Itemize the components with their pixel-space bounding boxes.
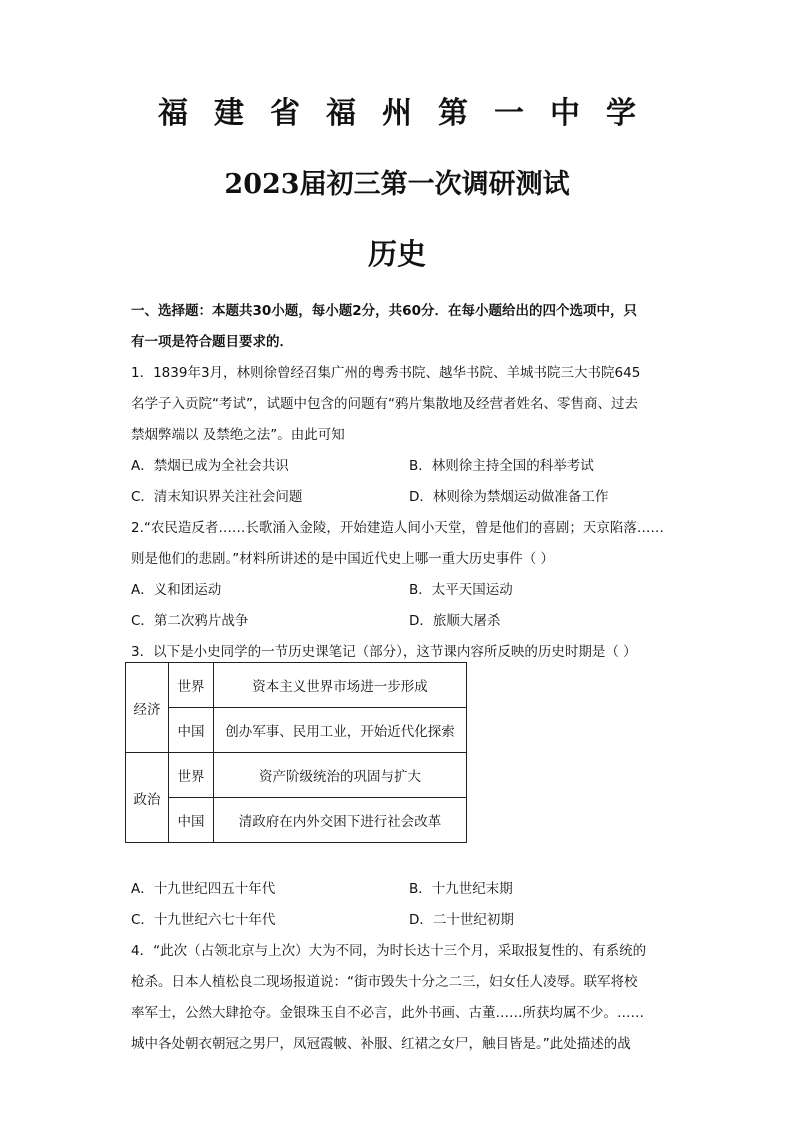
question-stem-line: 1．1839年3月，林则徐曾经召集广州的粤秀书院、越华书院、羊城书院三大书院645 xyxy=(131,365,641,381)
option-row xyxy=(131,451,671,482)
option-row xyxy=(131,482,671,513)
option-c[interactable]: C．十九世纪六七十年代 xyxy=(131,912,276,928)
section-instructions: 一、选择题：本题共30小题，每小题2分，共60分．在每小题给出的四个选项中，只 xyxy=(131,303,637,319)
option-a[interactable]: A．义和团运动 xyxy=(131,582,222,598)
question-stem-line: 4．“此次（占领北京与上次）大为不同，为时长达十三个月，采取报复性的、有系统的 xyxy=(131,943,647,959)
table-row xyxy=(126,753,467,798)
table-scope-cell: 中国 xyxy=(169,708,214,753)
option-a[interactable]: A．十九世纪四五十年代 xyxy=(131,881,276,897)
question-1 xyxy=(131,358,671,513)
table-content-cell: 资本主义世界市场进一步形成 xyxy=(214,663,467,708)
question-2 xyxy=(131,513,671,637)
option-row xyxy=(131,606,671,637)
table-row xyxy=(126,708,467,753)
subject-title: 历史 xyxy=(367,237,426,271)
question-stem-line: 则是他们的悲剧。”材料所讲述的是中国近代史上哪一重大历史事件（ ） xyxy=(131,551,555,567)
option-c[interactable]: C．清末知识界关注社会问题 xyxy=(131,489,303,505)
table-scope-cell: 中国 xyxy=(169,798,214,843)
option-d[interactable]: D．二十世纪初期 xyxy=(409,912,514,928)
tail-block xyxy=(131,874,671,1060)
question-stem-line: 率军士，公然大肆抢夺。金银珠玉自不必言，此外书画、古董……所获均属不少。…… xyxy=(131,1005,644,1021)
option-b[interactable]: B．林则徐主持全国的科举考试 xyxy=(409,458,594,474)
option-row xyxy=(131,905,671,936)
section-block xyxy=(131,296,671,668)
notes-table xyxy=(125,662,467,843)
question-stem-line: 名学子入贡院“考试”，试题中包含的问题有“鸦片集散地及经营者姓名、零售商、过去 xyxy=(131,396,638,412)
option-c[interactable]: C．第二次鸦片战争 xyxy=(131,613,249,629)
school-name: 福建省福州第一中学 xyxy=(158,96,662,131)
question-stem-line: 3．以下是小史同学的一节历史课笔记（部分），这节课内容所反映的历史时期是（ ） xyxy=(131,644,637,660)
option-b[interactable]: B．十九世纪末期 xyxy=(409,881,513,897)
question-stem-line: 城中各处朝衣朝冠之男尸，凤冠霞帔、补服、红裙之女尸，触目皆是。”此处描述的战 xyxy=(131,1036,631,1052)
table-content-cell: 清政府在内外交困下进行社会改革 xyxy=(214,798,467,843)
table-category-cell: 政治 xyxy=(126,753,169,843)
table-content-cell: 资产阶级统治的巩固与扩大 xyxy=(214,753,467,798)
table-content-cell: 创办军事、民用工业，开始近代化探索 xyxy=(214,708,467,753)
option-d[interactable]: D．旅顺大屠杀 xyxy=(409,613,501,629)
option-row xyxy=(131,874,671,905)
option-d[interactable]: D．林则徐为禁烟运动做准备工作 xyxy=(409,489,609,505)
question-stem-line: 2.“农民造反者……长歌涌入金陵，开始建造人间小天堂，曾是他们的喜剧；天京陷落…… xyxy=(131,520,664,536)
exam-title: 2023届初三第一次调研测试 xyxy=(224,169,570,200)
option-row xyxy=(131,575,671,606)
table-category-cell: 经济 xyxy=(126,663,169,753)
section-instructions-cont: 有一项是符合题目要求的． xyxy=(131,334,293,350)
table-scope-cell: 世界 xyxy=(169,753,214,798)
option-a[interactable]: A．禁烟已成为全社会共识 xyxy=(131,458,289,474)
table-row xyxy=(126,663,467,708)
question-4 xyxy=(131,936,671,1060)
question-stem-line: 禁烟弊端以 及禁绝之法”。由此可知 xyxy=(131,427,345,443)
table-scope-cell: 世界 xyxy=(169,663,214,708)
question-stem-line: 枪杀。日本人植松良二现场报道说：“街市毁失十分之二三，妇女任人凌辱。联军将校 xyxy=(131,974,638,990)
table-row xyxy=(126,798,467,843)
option-b[interactable]: B．太平天国运动 xyxy=(409,582,513,598)
